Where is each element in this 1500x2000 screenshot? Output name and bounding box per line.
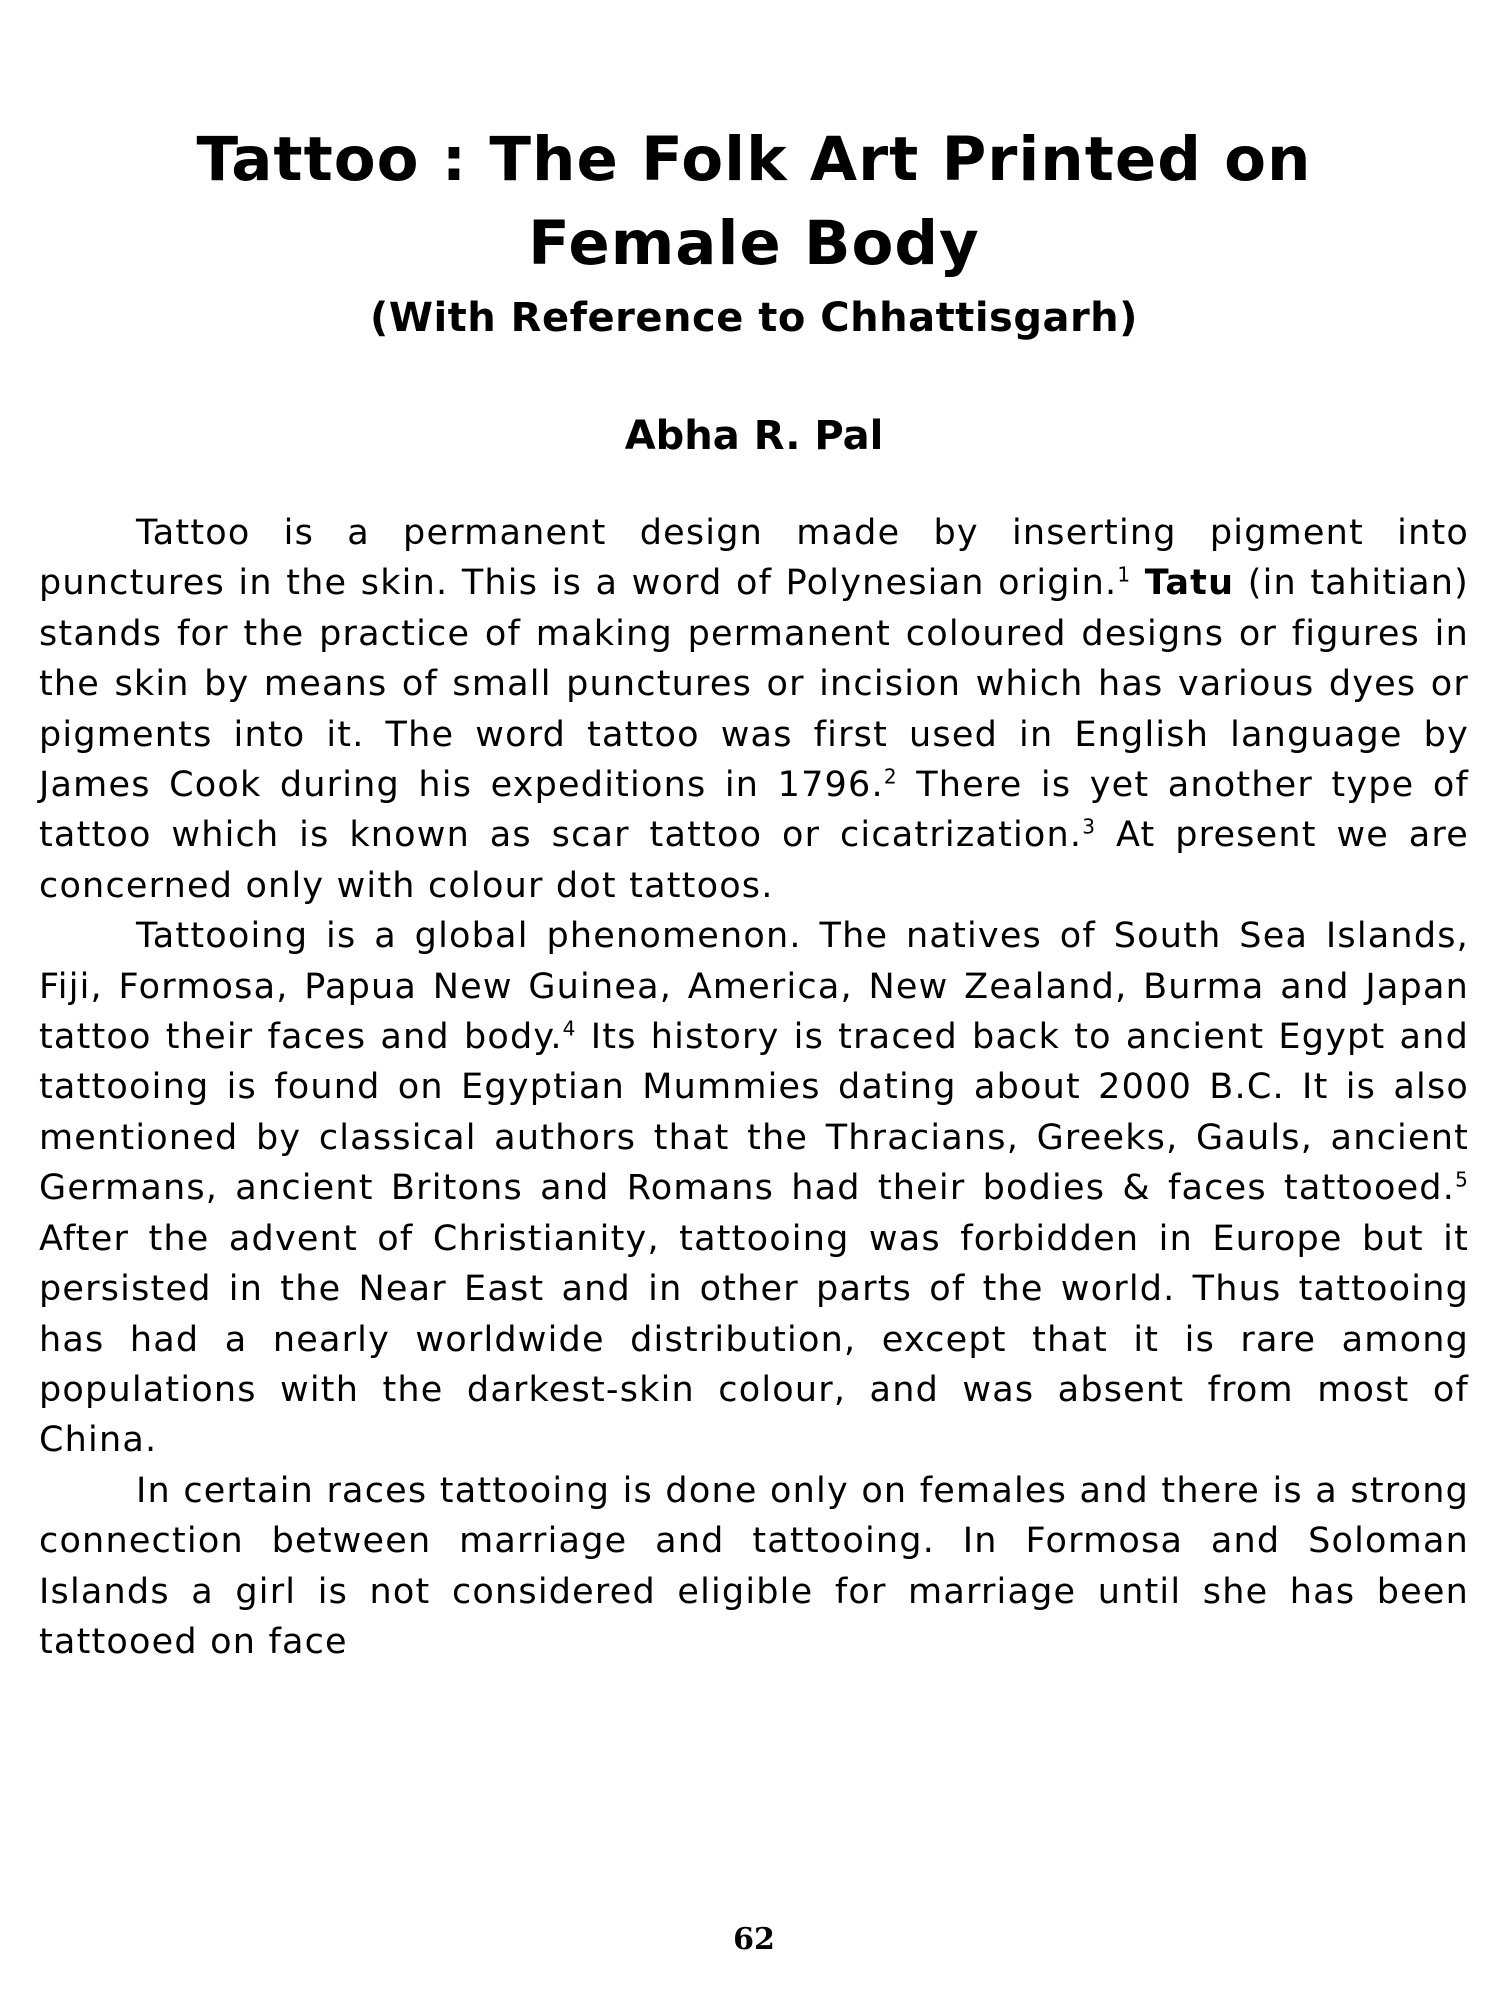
paragraph-1-text-b: (in tahitian) stands for the practice of making permanent coloured designs or figures in the skin by means of small punctures or incision which has various dyes or pigments into it. The word tattoo was first used in English language by James Cook during his expeditions in 1796. — [39, 563, 1469, 806]
paragraph-3-text-a: In certain races tattooing is done only on females and there is a strong connection between marriage and tattooing. In Formosa and Soloman Islands a girl is not considered eligible for marriage until she has been tattooed on face — [39, 1470, 1469, 1662]
paragraph-1-text-c: There is yet another type of tattoo which is known as scar tattoo or cicatrization. — [39, 765, 1470, 856]
page — [39, 0, 1469, 2000]
paragraph-1-text-d: At present we are concerned only with colour dot tattoos. — [39, 815, 1469, 906]
paragraph-2-text-b: Its history is traced back to ancient Egypt and tattooing is found on Egyptian Mummies dating about 2000 B.C. It is also mentioned by classical authors that the Thracians, Greeks, Gauls, ancient Germans, ancient Britons and Romans had their bodies & faces tattooed. — [39, 1017, 1469, 1209]
article-title — [39, 118, 1469, 286]
page-number: 62 — [733, 1922, 775, 1957]
paragraph-3 — [39, 1466, 1469, 1668]
term-tatu: Tatu — [1144, 563, 1235, 604]
footnote-ref-4: 4 — [562, 1016, 577, 1041]
footnote-ref-2: 2 — [883, 764, 898, 789]
paragraph-2 — [39, 911, 1469, 1465]
paragraph-1-text-a: Tattoo is a permanent design made by inserting pigment into punctures in the skin. This is a word of Polynesian origin. — [39, 513, 1469, 604]
article-body — [39, 508, 1469, 1667]
article-title-line-1: Tattoo : The Folk Art Printed on — [196, 124, 1312, 195]
paragraph-1 — [39, 508, 1469, 911]
footnote-ref-5: 5 — [1455, 1167, 1469, 1192]
paragraph-2-text-a: Tattooing is a global phenomenon. The natives of South Sea Islands, Fiji, Formosa, Papua New Guinea, America, New Zealand, Burma and Japan tattoo their faces and body. — [39, 916, 1469, 1058]
footnote-ref-3: 3 — [1082, 814, 1097, 839]
title-block — [39, 118, 1469, 346]
article-subtitle: (With Reference to Chhattisgarh) — [370, 295, 1138, 341]
author-name: Abha R. Pal — [624, 413, 884, 459]
article-title-line-2: Female Body — [528, 208, 980, 279]
paragraph-2-text-c: After the advent of Christianity, tattooing was forbidden in Europe but it persisted in the Near East and in other parts of the world. Thus tattooing has had a nearly worldwide distribution, except that it is rare among populations with the darkest-skin colour, and was absent from most of China. — [39, 1218, 1469, 1461]
footnote-ref-1: 1 — [1117, 562, 1132, 587]
